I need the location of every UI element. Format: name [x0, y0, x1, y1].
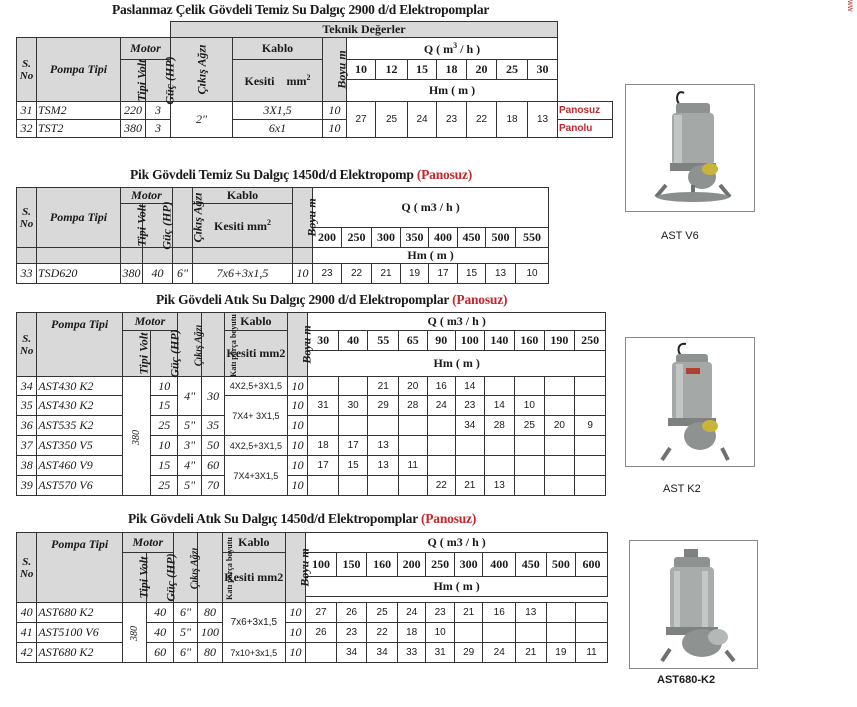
row-val: 17	[338, 436, 368, 456]
sno-header: S. No	[17, 38, 37, 102]
flow-col: 250	[426, 553, 455, 577]
row-val	[515, 377, 545, 396]
kablo-header: Kablo	[224, 313, 287, 331]
row-volt: 220	[121, 102, 146, 120]
row-val: 22	[367, 623, 398, 643]
row-boy: 10	[287, 396, 307, 416]
kesiti-header: Kesiti $mm^2$	[233, 60, 323, 102]
row-val	[515, 436, 545, 456]
row-val: 13	[368, 456, 399, 476]
row-kati: 80	[198, 643, 222, 663]
row-val	[484, 377, 515, 396]
row-val	[427, 456, 456, 476]
row-hp: 40	[147, 603, 173, 623]
flow-col: 30	[528, 60, 558, 80]
row-val: 19	[401, 264, 429, 284]
row-no: 33	[17, 264, 37, 284]
row-tip: AST570 V6	[37, 476, 123, 496]
pompa-tipi-header: Pompa Tipi	[37, 313, 123, 377]
tipi-volt-header: Tipi Volt	[122, 553, 146, 603]
flow-col: 250	[575, 331, 606, 351]
row-cikis: 5"	[177, 416, 201, 436]
row-hp: 3	[146, 120, 171, 138]
row-hp: 60	[147, 643, 173, 663]
row-val	[515, 476, 545, 496]
row-val: 20	[398, 377, 427, 396]
row-tip: TSD620	[37, 264, 121, 284]
row-val	[427, 416, 456, 436]
tipi-volt-header: Tipi Volt	[122, 331, 151, 377]
boyu-header: Boyu m	[285, 533, 305, 603]
flow-col: 600	[576, 553, 608, 577]
row-volt: 380	[122, 603, 146, 663]
flow-col: 400	[429, 228, 458, 248]
flow-col: 160	[367, 553, 398, 577]
row-val: 13	[484, 476, 515, 496]
row-no: 32	[17, 120, 37, 138]
row-boy: 10	[285, 603, 305, 623]
row-val: 11	[576, 643, 608, 663]
row-val: 25	[515, 416, 545, 436]
flow-col: 500	[486, 228, 516, 248]
row-val	[368, 476, 399, 496]
kesiti-header: Kesiti $mm^2$	[193, 204, 293, 248]
row-val	[338, 476, 368, 496]
row-val	[456, 456, 485, 476]
row-val: 18	[497, 102, 528, 138]
flow-col: 450	[516, 553, 547, 577]
kablo-header: Kablo	[193, 188, 293, 204]
row-val	[575, 436, 606, 456]
row-val	[544, 377, 575, 396]
flow-col: 18	[437, 60, 467, 80]
row-val	[575, 377, 606, 396]
row-no: 40	[17, 603, 37, 623]
row-tip: TST2	[37, 120, 121, 138]
row-val: 14	[456, 377, 485, 396]
row-no: 42	[17, 643, 37, 663]
row-kablo: 7X4+ 3X1,5	[224, 396, 287, 436]
row-val	[576, 603, 608, 623]
row-val: 13	[486, 264, 516, 284]
section4-title: Pik Gövdeli Atık Su Dalgıç 1450d/d Elektropomplar (Panosuz)	[128, 511, 477, 526]
row-boy: 10	[285, 643, 305, 663]
row-val	[398, 476, 427, 496]
row-val: 25	[367, 603, 398, 623]
row-kati: 100	[198, 623, 222, 643]
tipi-volt-header: Tipi Volt	[121, 60, 146, 102]
kesiti-header: Kesiti mm2	[222, 553, 285, 603]
hm-header: Hm ( m )	[347, 80, 558, 102]
flow-col: 100	[306, 553, 337, 577]
caption-ast-k2: AST K2	[663, 483, 701, 495]
row-val: 21	[368, 377, 399, 396]
caption-ast680-k2: AST680-K2	[657, 674, 716, 686]
row-val	[576, 623, 608, 643]
hm-header: Hm ( m )	[306, 577, 608, 597]
row-val: 34	[336, 643, 367, 663]
section1-table	[16, 21, 613, 138]
flow-header: Q ( m3 / h )	[313, 188, 549, 228]
flow-col: 300	[454, 553, 483, 577]
row-val: 34	[367, 643, 398, 663]
kati-header: Katı parça boyutu	[198, 533, 222, 603]
row-val: 10	[426, 623, 455, 643]
row-val	[456, 436, 485, 456]
row-val: 30	[338, 396, 368, 416]
row-val: 16	[483, 603, 516, 623]
motor-header: Motor	[122, 313, 177, 331]
teknik-degerler-header: Teknik Değerler	[171, 22, 558, 38]
sno-header: S. No	[17, 313, 37, 377]
row-val: 13	[516, 603, 547, 623]
row-val: 14	[484, 396, 515, 416]
panolu-note: Panolu	[558, 120, 613, 138]
flow-col: 12	[376, 60, 408, 80]
guc-header: Güç (HP)	[151, 331, 177, 377]
row-val	[484, 456, 515, 476]
row-cikis: 4"	[177, 456, 201, 476]
row-val: 9	[575, 416, 606, 436]
row-hp: 3	[146, 102, 171, 120]
row-no: 36	[17, 416, 37, 436]
kablo-header: Kablo	[222, 533, 285, 553]
row-val: 28	[398, 396, 427, 416]
row-no: 38	[17, 456, 37, 476]
row-boy: 10	[287, 476, 307, 496]
flow-col: 25	[497, 60, 528, 80]
cikis-header: Çıkış Ağzı	[173, 533, 197, 603]
row-hp: 25	[151, 476, 177, 496]
row-val: 15	[338, 456, 368, 476]
pompa-tipi-header: Pompa Tipi	[37, 533, 123, 603]
row-volt: 380	[121, 264, 143, 284]
row-boy: 10	[287, 416, 307, 436]
hm-header: Hm ( m )	[313, 248, 549, 264]
row-val	[575, 456, 606, 476]
row-val	[308, 416, 339, 436]
row-kati: 30	[202, 377, 224, 416]
flow-col: 20	[467, 60, 497, 80]
row-no: 41	[17, 623, 37, 643]
row-val: 10	[516, 264, 549, 284]
row-val	[544, 436, 575, 456]
row-val: 24	[483, 643, 516, 663]
flow-col: 550	[516, 228, 549, 248]
flow-header: Q ( m3 / h )	[308, 313, 606, 331]
flow-col: 250	[342, 228, 372, 248]
row-tip: AST680 K2	[37, 603, 123, 623]
row-kati: 80	[198, 603, 222, 623]
row-val: 23	[456, 396, 485, 416]
row-val: 26	[336, 603, 367, 623]
flow-col: 30	[308, 331, 339, 351]
row-boy: 10	[323, 120, 347, 138]
row-val: 20	[544, 416, 575, 436]
pompa-tipi-header: Pompa Tipi	[37, 38, 121, 102]
flow-col: 300	[372, 228, 401, 248]
boyu-header: Boyu m	[287, 313, 307, 377]
pump-icon	[626, 338, 754, 466]
row-val: 22	[427, 476, 456, 496]
pump-icon	[626, 85, 754, 211]
row-cikis: 6"	[173, 603, 197, 623]
pump-image-ast-k2	[625, 337, 755, 467]
row-val: 21	[372, 264, 401, 284]
row-val: 22	[342, 264, 372, 284]
row-cikis: 5"	[173, 623, 197, 643]
section2-table	[16, 187, 549, 284]
flow-col: 200	[313, 228, 342, 248]
flow-col: 450	[458, 228, 486, 248]
row-hp: 15	[151, 396, 177, 416]
pump-icon	[630, 541, 757, 668]
row-kablo: 3X1,5	[233, 102, 323, 120]
row-val	[544, 456, 575, 476]
row-boy: 10	[287, 456, 307, 476]
row-val: 24	[408, 102, 437, 138]
flow-header: Q ( m3 / h )	[306, 533, 608, 553]
row-cikis: 4"	[177, 377, 201, 416]
row-val: 21	[456, 476, 485, 496]
row-val: 31	[308, 396, 339, 416]
section4-table	[16, 532, 608, 663]
row-kablo: 6x1	[233, 120, 323, 138]
row-hp: 25	[151, 416, 177, 436]
row-val	[546, 603, 576, 623]
flow-col: 190	[544, 331, 575, 351]
boyu-header: Boyu m	[293, 188, 313, 248]
row-val: 23	[437, 102, 467, 138]
row-val	[308, 476, 339, 496]
row-hp: 15	[151, 456, 177, 476]
panosuz-note: Panosuz	[558, 102, 613, 120]
flow-col: 200	[397, 553, 426, 577]
row-val	[546, 623, 576, 643]
row-val: 27	[306, 603, 337, 623]
row-boy: 10	[323, 102, 347, 120]
row-tip: AST535 K2	[37, 416, 123, 436]
row-cikis: 3"	[177, 436, 201, 456]
row-tip: TSM2	[37, 102, 121, 120]
pompa-tipi-header: Pompa Tipi	[37, 188, 121, 248]
row-cikis: 6"	[173, 264, 193, 284]
row-val	[338, 416, 368, 436]
motor-header: Motor	[121, 188, 173, 204]
row-val: 24	[397, 603, 426, 623]
row-val: 11	[398, 456, 427, 476]
row-val	[338, 377, 368, 396]
row-val: 13	[528, 102, 558, 138]
row-tip: AST430 K2	[37, 396, 123, 416]
row-val: 29	[454, 643, 483, 663]
row-boy: 10	[287, 436, 307, 456]
kesiti-header: Kesiti mm2	[224, 331, 287, 377]
kati-header: Katı parça boyutu	[202, 313, 224, 377]
hm-header: Hm ( m )	[308, 351, 606, 377]
guc-header: Güç (HP)	[146, 60, 171, 102]
flow-col: 55	[368, 331, 399, 351]
row-tip: AST5100 V6	[37, 623, 123, 643]
row-val	[515, 456, 545, 476]
row-boy: 10	[293, 264, 313, 284]
guc-header: Güç (HP)	[143, 204, 173, 248]
row-val: 21	[516, 643, 547, 663]
row-val: 15	[458, 264, 486, 284]
row-kablo: 4X2,5+3X1,5	[224, 377, 287, 396]
row-hp: 40	[147, 623, 173, 643]
row-val: 25	[376, 102, 408, 138]
row-val: 26	[306, 623, 337, 643]
row-val: 27	[347, 102, 376, 138]
caption-ast-v6: AST V6	[661, 230, 699, 242]
row-kablo: 7x10+3x1,5	[222, 643, 285, 663]
row-volt: 380	[121, 120, 146, 138]
row-val	[308, 377, 339, 396]
row-val	[544, 476, 575, 496]
section3-table	[16, 312, 606, 496]
tipi-volt-header: Tipi Volt	[121, 204, 143, 248]
row-kati: 35	[202, 416, 224, 436]
row-no: 31	[17, 102, 37, 120]
row-hp: 40	[143, 264, 173, 284]
row-boy: 10	[287, 377, 307, 396]
row-tip: AST460 V9	[37, 456, 123, 476]
flow-col: 350	[401, 228, 429, 248]
row-val	[454, 623, 483, 643]
row-kablo: 7x6+3x1,5	[222, 603, 285, 643]
row-no: 39	[17, 476, 37, 496]
flow-col: 15	[408, 60, 437, 80]
row-cikis: 6"	[173, 643, 197, 663]
row-kablo: 7X4+3X1,5	[224, 456, 287, 496]
row-no: 37	[17, 436, 37, 456]
pump-image-ast-v6	[625, 84, 755, 212]
row-val	[575, 396, 606, 416]
row-tip: AST350 V5	[37, 436, 123, 456]
row-hp: 10	[151, 377, 177, 396]
row-val: 34	[456, 416, 485, 436]
row-val: 10	[515, 396, 545, 416]
row-kablo: 4X2,5+3X1,5	[224, 436, 287, 456]
row-val: 24	[427, 396, 456, 416]
row-kati: 50	[202, 436, 224, 456]
row-val: 16	[427, 377, 456, 396]
row-val	[398, 416, 427, 436]
row-val	[484, 436, 515, 456]
flow-header: Q ( $m^3$ / h )	[347, 38, 558, 60]
row-val: 13	[368, 436, 399, 456]
flow-col: 150	[336, 553, 367, 577]
section2-title: Pik Gövdeli Temiz Su Dalgıç 1450d/d Elektropomp (Panosuz)	[130, 167, 473, 182]
guc-header: Güç (HP)	[147, 553, 173, 603]
sno-header: S. No	[17, 188, 37, 248]
row-val: 17	[308, 456, 339, 476]
row-val: 23	[336, 623, 367, 643]
row-val: 22	[467, 102, 497, 138]
row-val	[427, 436, 456, 456]
sno-header: S. No	[17, 533, 37, 603]
motor-header: Motor	[122, 533, 173, 553]
side-url: ww	[846, 0, 855, 12]
row-cikis: 5"	[177, 476, 201, 496]
section3-title: Pik Gövdeli Atık Su Dalgıç 2900 d/d Elektropomplar (Panosuz)	[156, 292, 508, 307]
row-hp: 10	[151, 436, 177, 456]
row-cikis: 2"	[171, 102, 233, 138]
row-val	[398, 436, 427, 456]
row-val: 23	[313, 264, 342, 284]
cikis-header: Çıkış Ağzı	[171, 38, 233, 102]
row-val	[306, 643, 337, 663]
row-val: 28	[484, 416, 515, 436]
flow-col: 100	[456, 331, 485, 351]
row-val: 17	[429, 264, 458, 284]
row-val: 21	[454, 603, 483, 623]
flow-col: 500	[546, 553, 576, 577]
flow-col: 10	[347, 60, 376, 80]
row-val: 33	[397, 643, 426, 663]
motor-header: Motor	[121, 38, 171, 60]
section1-title: Paslanmaz Çelik Gövdeli Temiz Su Dalgıç 2900 d/d Elektropomplar	[112, 2, 490, 17]
row-kati: 60	[202, 456, 224, 476]
row-tip: AST680 K2	[37, 643, 123, 663]
row-val: 19	[546, 643, 576, 663]
row-kati: 70	[202, 476, 224, 496]
row-val: 23	[426, 603, 455, 623]
row-tip: AST430 K2	[37, 377, 123, 396]
cikis-header: Çıkış Ağzı	[173, 188, 193, 248]
row-val	[483, 623, 516, 643]
cikis-header: Çıkış Ağzı	[177, 313, 201, 377]
flow-col: 160	[515, 331, 545, 351]
row-no: 35	[17, 396, 37, 416]
kablo-header: Kablo	[233, 38, 323, 60]
pump-image-ast680-k2	[629, 540, 758, 669]
row-val: 31	[426, 643, 455, 663]
flow-col: 65	[398, 331, 427, 351]
flow-col: 90	[427, 331, 456, 351]
row-val	[575, 476, 606, 496]
flow-col: 40	[338, 331, 368, 351]
row-val	[368, 416, 399, 436]
row-kablo: 7x6+3x1,5	[193, 264, 293, 284]
boyu-header: Boyu m	[323, 38, 347, 102]
row-val: 29	[368, 396, 399, 416]
row-volt: 380	[122, 377, 151, 496]
row-val: 18	[308, 436, 339, 456]
flow-col: 400	[483, 553, 516, 577]
row-boy: 10	[285, 623, 305, 643]
row-no: 34	[17, 377, 37, 396]
row-val: 18	[397, 623, 426, 643]
row-val	[516, 623, 547, 643]
row-val	[544, 396, 575, 416]
flow-col: 140	[484, 331, 515, 351]
